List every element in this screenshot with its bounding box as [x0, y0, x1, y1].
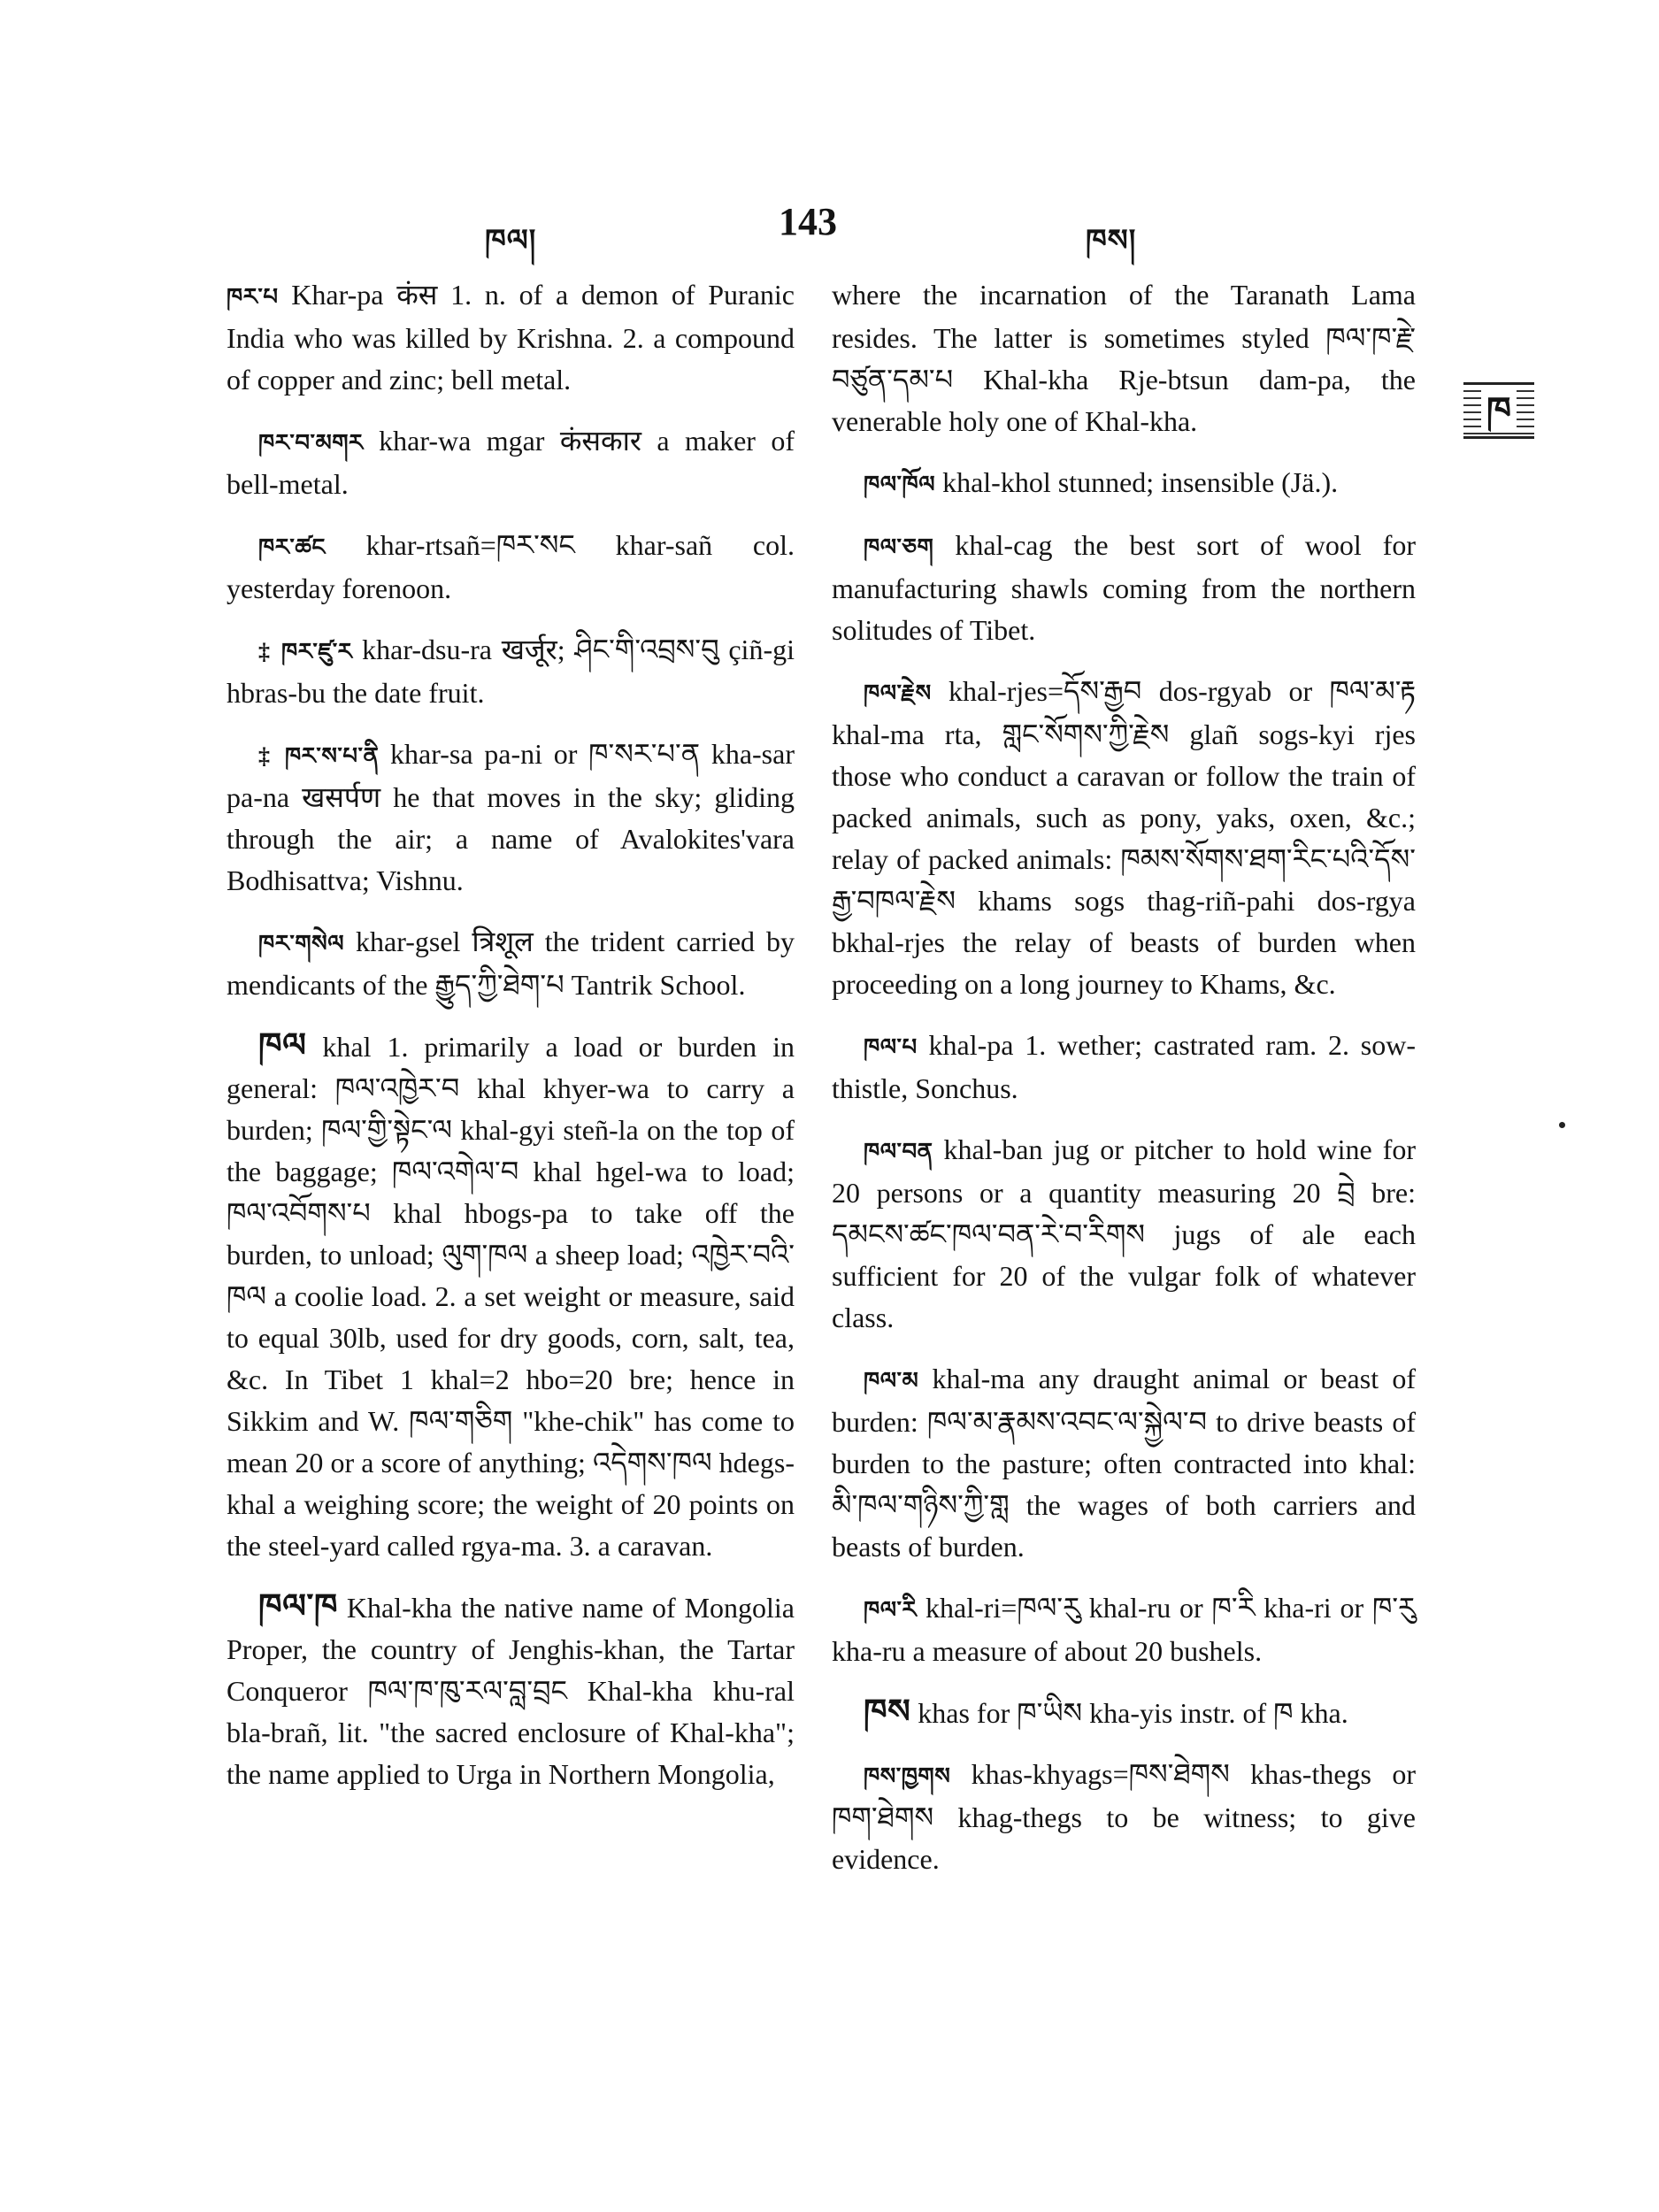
dictionary-entry: ཁལ་པ khal-pa 1. wether; castrated ram. 2. sow-thistle, Sonchus.	[832, 1029, 1416, 1104]
dictionary-entry: ‡ ཁར་ཛུ་ར khar-dsu-ra खर्जूर; ཤིང་གི་འབྲས་བུ çiñ-gi hbras-bu the date fruit.	[227, 634, 795, 709]
dictionary-entry: ཁར་ཚང khar-rtsañ=ཁར་སང khar-sañ col. yesterday forenoon.	[227, 529, 795, 604]
ink-speck	[1559, 1122, 1565, 1128]
dictionary-entry: ཁས་ཁྱགས khas-khyags=ཁས་ཐེགས khas-thegs or ཁག་ཐེགས khag-thegs to be witness; to give evidence.	[832, 1758, 1416, 1875]
running-header	[0, 199, 1659, 257]
dictionary-entry: ཁར་པ Khar-pa कंस 1. n. of a demon of Puranic India who was killed by Krishna. 2. a compound of copper and zinc; bell metal.	[227, 279, 795, 396]
thumb-index-letter: ཁ	[1481, 390, 1517, 431]
dictionary-entry: ཁལ་ཁོལ khal-khol stunned; insensible (Jä.).	[864, 466, 1339, 498]
left-column	[227, 274, 795, 1815]
dictionary-entry: ཁལ་ཅག khal-cag the best sort of wool for manufacturing shawls coming from the northern solitudes of Tibet.	[832, 529, 1416, 646]
dictionary-entry: ཁལ་བན khal-ban jug or pitcher to hold wine for 20 persons or a quantity measuring 20 བྲེ bre: དམངས་ཚང་ཁལ་བན་རེ་བ་རིགས jugs of ale each sufficient for 20 of the vulgar folk of whatever class.	[832, 1133, 1416, 1333]
page-number: 143	[779, 200, 837, 243]
dictionary-entry: ཁལ་མ khal-ma any draught animal or beast of burden: ཁལ་མ་རྣམས་འབང་ལ་སྐྱེལ་བ to drive beasts of burden to the pasture; often contracted into khal: མི་ཁལ་གཉིས་ཀྱི་གླ the wages of both carriers and beasts of burden.	[832, 1363, 1416, 1563]
thumb-index-tab	[1463, 382, 1534, 439]
dictionary-entry: ཁར་བ་མགར khar-wa mgar कंसकार a maker of bell-metal.	[227, 425, 795, 500]
dictionary-entry: ཁར་གསེལ khar-gsel त्रिशूल the trident carried by mendicants of the རྒྱུད་ཀྱི་ཐེག་པ Tantrik School.	[227, 926, 795, 1001]
dictionary-entry: ཁལ་ཁ Khal-kha the native name of Mongolia Proper, the country of Jenghis-khan, the Tartar Conqueror ཁལ་ཁ་ཁུ་རལ་བླ་བྲང Khal-kha khu-ral bla-brañ, lit. "the sacred enclosure of Khal-kha"; the name applied to Urga in Northern Mongolia,	[227, 1588, 795, 1790]
dictionary-entry: ཁལ khal 1. primarily a load or burden in general: ཁལ་འཁྱེར་བ khal khyer-wa to carry a burden; ཁལ་གྱི་སྟེང་ལ khal-gyi steñ-la on the top of the baggage; ཁལ་འགེལ་བ khal hgel-wa to load; ཁལ་འབོགས་པ khal hbogs-pa to take off the burden, to unload; ལུག་ཁལ a sheep load; འཁྱེར་བའི་ཁལ a coolie load. 2. a set weight or measure, said to equal 30lb, used for dry goods, corn, salt, tea, &c. In Tibet 1 khal=2 hbo=20 bre; hence in Sikkim and W. ཁལ་གཅིག "khe-chik" has come to mean 20 or a score of anything; འདེགས་ཁལ hdegs-khal a weighing score; the weight of 20 points on the steel-yard called rgya-ma. 3. a caravan.	[227, 1027, 795, 1562]
left-guide-word: ཁལ།	[485, 225, 537, 257]
dictionary-entry: ཁལ་རི khal-ri=ཁལ་རུ khal-ru or ཁ་རི kha-ri or ཁ་རུ kha-ru a measure of about 20 bushels.	[832, 1592, 1416, 1667]
right-column	[832, 274, 1416, 1900]
dictionary-entry: ཁས khas for ཁ་ཡིས kha-yis instr. of ཁ kha.	[864, 1694, 1348, 1731]
dictionary-entry: ‡ ཁར་ས་པ་ནི khar-sa pa-ni or ཁ་སར་པ་ན kha-sar pa-na खसर्पण he that moves in the sky; gliding through the air; a name of Avalokites'vara Bodhisattva; Vishnu.	[227, 738, 795, 896]
right-guide-word: ཁས།	[1086, 225, 1137, 257]
dictionary-entry-continued: where the incarnation of the Taranath Lama resides. The latter is sometimes styled ཁལ་ཁ་རྗེ་བཙུན་དམ་པ Khal-kha Rje-btsun dam-pa, the venerable holy one of Khal-kha.	[832, 279, 1416, 437]
dictionary-entry: ཁལ་རྗེས khal-rjes=དོས་རྒྱབ dos-rgyab or ཁལ་མ་རྟ khal-ma rta, གླང་སོགས་ཀྱི་རྗེས glañ sogs-kyi rjes those who conduct a caravan or follow the train of packed animals, such as pony, yaks, oxen, &c.; relay of packed animals: ཁམས་སོགས་ཐག་རིང་པའི་དོས་རྒྱ་བཁལ་རྗེས khams sogs thag-riñ-pahi dos-rgya bkhal-rjes the relay of beasts of burden when proceeding on a long journey to Khams, &c.	[832, 675, 1416, 1000]
